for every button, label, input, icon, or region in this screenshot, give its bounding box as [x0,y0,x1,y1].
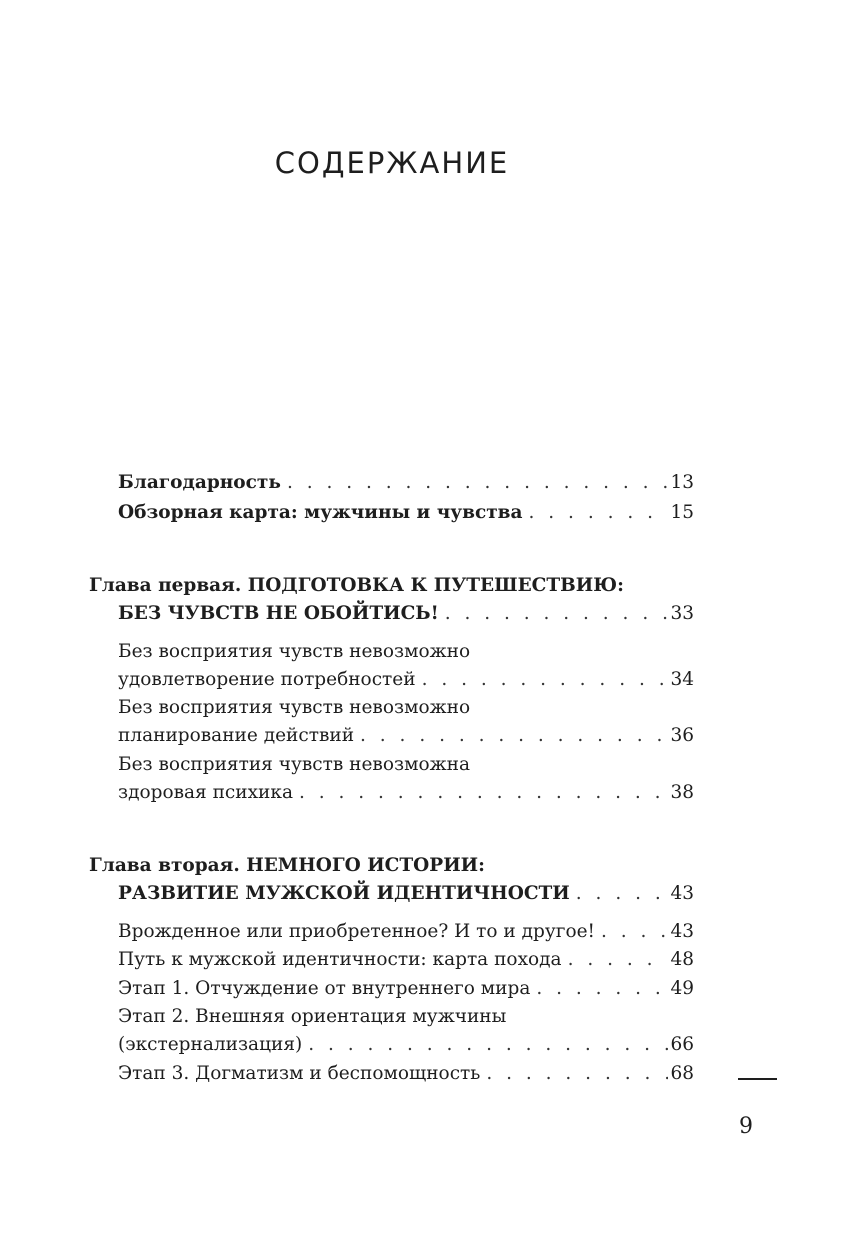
toc-page-number: 66 [670,1034,694,1055]
toc-entry-text: Этап 1. Отчуждение от внутреннего мира [118,978,531,999]
toc-entry[interactable] [118,750,694,780]
dot-leader [299,778,668,808]
toc-entry-text: Обзорная карта: мужчины и чувства [118,502,523,523]
toc-entry[interactable] [118,721,694,751]
toc-page-number: 49 [670,978,694,999]
toc-entry[interactable] [118,693,694,723]
toc-page-number: 33 [670,603,694,624]
toc-entry[interactable] [118,637,694,667]
toc-entry[interactable] [118,1002,694,1032]
toc-page-number: 34 [670,669,694,690]
toc-page-number: 38 [670,782,694,803]
toc-chapter-1-heading[interactable] [89,571,694,601]
toc-entry-text: планирование действий [118,725,355,746]
toc-chapter-2-subtitle[interactable] [118,879,694,909]
toc-entry-text: Этап 3. Догматизм и беспомощность [118,1063,481,1084]
toc-page-number: 15 [670,502,694,523]
toc-entry-acknowledgements[interactable] [118,468,694,498]
toc-entry-text: удовлетворение потребностей [118,669,416,690]
toc-entry-text: Врожденное или приобретенное? И то и другое! [118,921,595,942]
toc-entry-text: Глава вторая. НЕМНОГО ИСТОРИИ: [89,855,485,876]
dot-leader [601,917,668,947]
toc-entry[interactable] [118,917,694,947]
toc-entry[interactable] [118,778,694,808]
dot-leader [536,974,668,1004]
toc-entry-overview-map[interactable] [118,498,694,528]
dot-leader [529,498,669,528]
toc-entry-text: (экстернализация) [118,1034,303,1055]
toc-page-number: 13 [670,472,694,493]
toc-entry[interactable] [118,1030,694,1060]
toc-entry-text: БЕЗ ЧУВСТВ НЕ ОБОЙТИСЬ! [118,603,439,624]
toc-entry-text: Без восприятия чувств невозможно [118,697,471,718]
toc-entry-text: Путь к мужской идентичности: карта похода [118,949,562,970]
page-number: 9 [739,1114,753,1139]
toc-entry-text: Глава первая. ПОДГОТОВКА К ПУТЕШЕСТВИЮ: [89,575,624,596]
toc-chapter-1-subtitle[interactable] [118,599,694,629]
toc-page-number: 48 [670,949,694,970]
toc-entry-text: Без восприятия чувств невозможна [118,754,470,775]
toc-entry-text: здоровая психика [118,782,293,803]
toc-entry-text: Этап 2. Внешняя ориентация мужчины [118,1006,507,1027]
toc-entry-text: РАЗВИТИЕ МУЖСКОЙ ИДЕНТИЧНОСТИ [118,883,570,904]
toc-entry-text: Без восприятия чувств невозможно [118,641,471,662]
dot-leader [308,1030,668,1060]
toc-entry[interactable] [118,1059,694,1089]
dot-leader [360,721,668,751]
toc-page-number: 43 [670,883,694,904]
dot-leader [568,945,669,975]
toc-entry[interactable] [118,974,694,1004]
toc-page-number: 43 [670,921,694,942]
dot-leader [422,665,669,695]
page-title: СОДЕРЖАНИЕ [274,146,510,180]
toc-page-number: 68 [670,1063,694,1084]
folio-rule [738,1078,777,1080]
toc-entry-text: Благодарность [118,472,281,493]
dot-leader [486,1059,668,1089]
dot-leader [287,468,669,498]
dot-leader [576,879,669,909]
toc-entry[interactable] [118,945,694,975]
toc-entry[interactable] [118,665,694,695]
dot-leader [445,599,669,629]
toc-chapter-2-heading[interactable] [89,851,694,881]
toc-page-number: 36 [670,725,694,746]
